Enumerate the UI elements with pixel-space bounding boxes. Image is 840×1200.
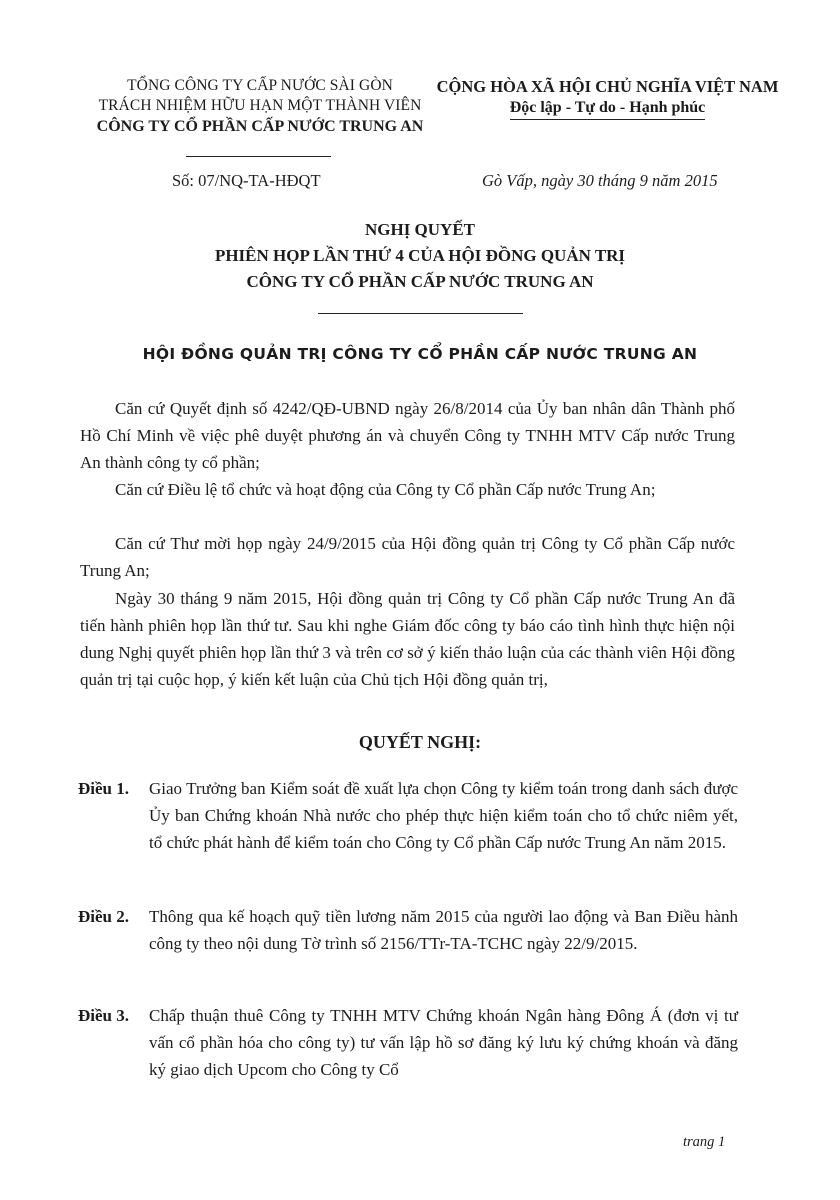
national-motto-block bbox=[430, 76, 785, 120]
article-label: Điều 1. bbox=[78, 779, 129, 798]
preamble-paragraph: Căn cứ Điều lệ tổ chức và hoạt động của Công ty Cổ phần Cấp nước Trung An; bbox=[115, 480, 656, 499]
issuer-company: CÔNG TY CỔ PHẦN CẤP NƯỚC TRUNG AN bbox=[96, 118, 424, 135]
page-number: trang 1 bbox=[683, 1134, 726, 1150]
document-number: Số: 07/NQ-TA-HĐQT bbox=[172, 171, 321, 190]
issuer-parent-line2: TRÁCH NHIỆM HỮU HẠN MỘT THÀNH VIÊN bbox=[98, 97, 422, 114]
preamble-paragraph: Ngày 30 tháng 9 năm 2015, Hội đồng quản trị Công ty Cổ phần Cấp nước Trung An đã tiến hành phiên họp lần thứ tư. Sau khi nghe Giám đốc công ty báo cáo tình hình thực hiện nội dung Nghị quyết phiên họp lần thứ 3 và trên cơ sở ý kiến thảo luận của các thành viên Hội đồng quản trị tại cuộc họp, ý kiến kết luận của Chủ tịch Hội đồng quản trị, bbox=[80, 589, 735, 689]
decision-heading: QUYẾT NGHỊ: bbox=[358, 732, 482, 752]
issuer-parent-line1: TỔNG CÔNG TY CẤP NƯỚC SÀI GÒN bbox=[127, 77, 393, 94]
document-title bbox=[0, 217, 840, 295]
article-item bbox=[78, 775, 738, 856]
title-underline bbox=[318, 313, 523, 314]
title-line2: PHIÊN HỌP LẦN THỨ 4 CỦA HỘI ĐỒNG QUẢN TRỊ bbox=[214, 246, 626, 265]
article-text: Thông qua kế hoạch quỹ tiền lương năm 2015 của người lao động và Ban Điều hành công ty theo nội dung Tờ trình số 2156/TTr-TA-TCHC ngày 22/9/2015. bbox=[149, 907, 738, 953]
national-name: CỘNG HÒA XÃ HỘI CHỦ NGHĨA VIỆT NAM bbox=[436, 77, 779, 96]
article-label: Điều 2. bbox=[78, 907, 129, 926]
article-label: Điều 3. bbox=[78, 1006, 129, 1025]
issuer-underline bbox=[186, 156, 331, 157]
council-heading: HỘI ĐỒNG QUẢN TRỊ CÔNG TY CỔ PHẦN CẤP NƯỚC TRUNG AN bbox=[142, 345, 698, 363]
issuer-block bbox=[70, 76, 450, 138]
preamble-paragraph: Căn cứ Quyết định số 4242/QĐ-UBND ngày 26/8/2014 của Ủy ban nhân dân Thành phố Hồ Chí Minh về việc phê duyệt phương án và chuyển Công ty TNHH MTV Cấp nước Trung An thành công ty cổ phần; bbox=[80, 399, 735, 472]
national-motto: Độc lập - Tự do - Hạnh phúc bbox=[510, 98, 706, 120]
article-text: Chấp thuận thuê Công ty TNHH MTV Chứng khoán Ngân hàng Đông Á (đơn vị tư vấn cổ phần hóa cho công ty) tư vấn lập hồ sơ đăng ký lưu ký chứng khoán và đăng ký giao dịch Upcom cho Công ty Cổ bbox=[149, 1006, 738, 1079]
title-line3: CÔNG TY CỔ PHẦN CẤP NƯỚC TRUNG AN bbox=[246, 272, 594, 291]
preamble-paragraph: Căn cứ Thư mời họp ngày 24/9/2015 của Hội đồng quản trị Công ty Cổ phần Cấp nước Trung An; bbox=[80, 534, 735, 580]
article-item bbox=[78, 1002, 738, 1083]
article-item bbox=[78, 903, 738, 957]
title-line1: NGHỊ QUYẾT bbox=[364, 220, 476, 239]
article-text: Giao Trưởng ban Kiểm soát đề xuất lựa chọn Công ty kiểm toán trong danh sách được Ủy ban Chứng khoán Nhà nước cho phép thực hiện kiểm toán cho tổ chức niêm yết, tổ chức phát hành để kiểm toán cho Công ty Cổ phần Cấp nước Trung An năm 2015. bbox=[149, 779, 738, 852]
place-date: Gò Vấp, ngày 30 tháng 9 năm 2015 bbox=[482, 171, 718, 190]
